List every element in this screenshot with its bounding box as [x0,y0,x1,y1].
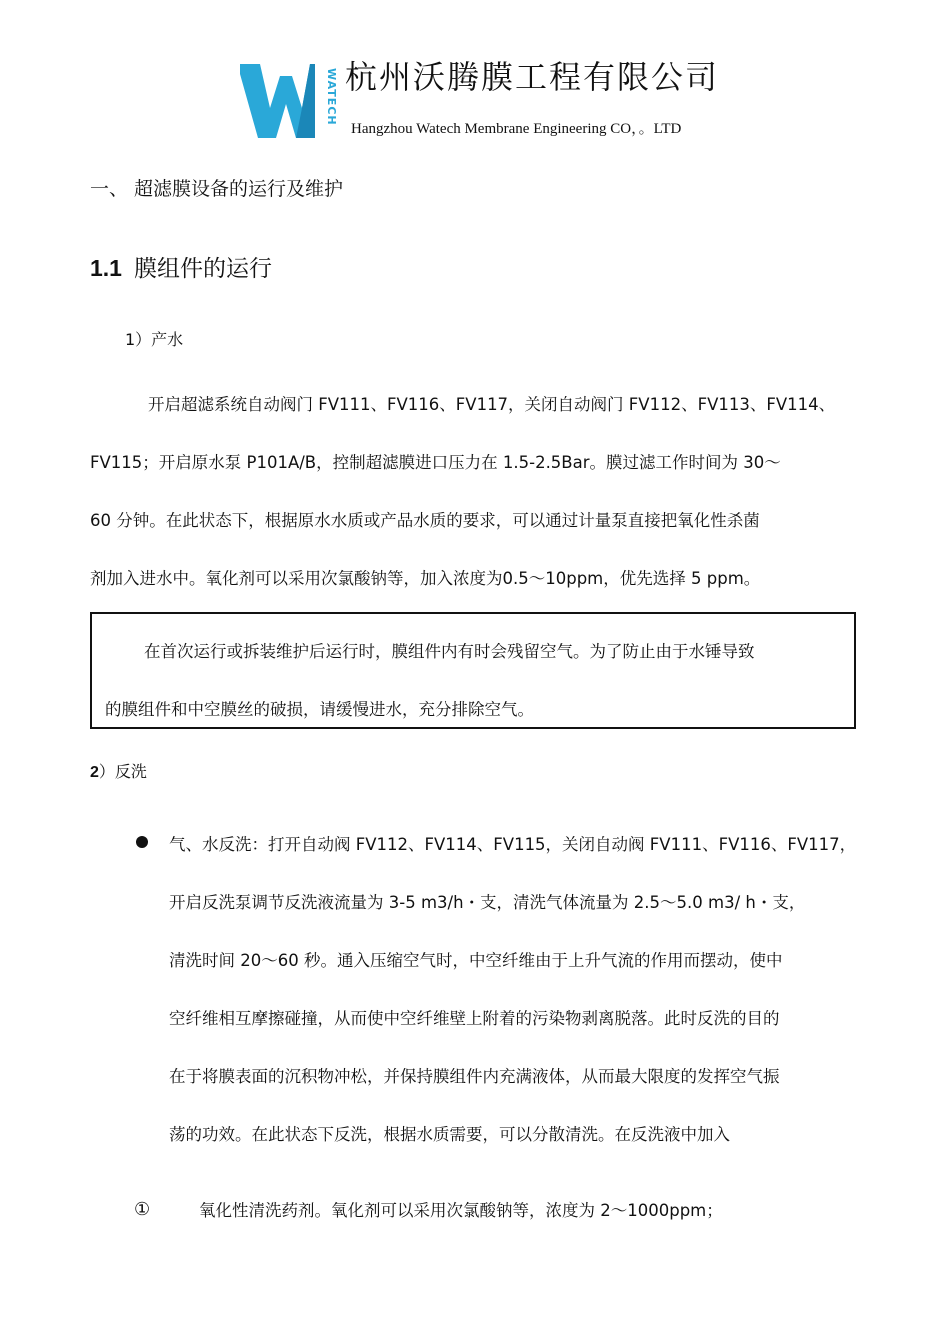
backwash-heading-number: 2 [90,764,99,781]
subsection-title [90,250,272,283]
company-name-en: Hangzhou Watech Membrane Engineering CO，。LTD [351,121,682,137]
subsection-number: 1.1 [90,255,122,281]
section-title: 一、 超滤膜设备的运行及维护 [90,178,344,200]
bullet-line: 开启反洗泵调节反洗液流量为 3-5 m3/h・支，清洗气体流量为 2.5～5.0 m3/ h・支， [169,893,806,912]
bullet-line: 荡的功效。在此状态下反洗，根据水质需要，可以分散清洗。在反洗液中加入 [169,1125,730,1144]
logo-lettering: WATECH [325,68,338,126]
note-box [90,612,856,729]
watech-logo-icon [240,64,338,138]
paragraph-line: 剂加入进水中。氧化剂可以采用次氯酸钠等，加入浓度为0.5～10ppm，优先选择 5 ppm。 [90,569,761,588]
backwash-heading [90,759,147,782]
paragraph-line: FV115；开启原水泵 P101A/B，控制超滤膜进口压力在 1.5-2.5Bar。膜过滤工作时间为 30～ [90,453,781,472]
produce-water-heading: 1）产水 [125,330,184,349]
note-line: 在首次运行或拆装维护后运行时，膜组件内有时会残留空气。为了防止由于水锤导致 [144,642,755,661]
note-line: 的膜组件和中空膜丝的破损，请缓慢进水，充分排除空气。 [105,700,534,719]
company-name-cn: 杭州沃腾膜工程有限公司 [345,58,720,96]
list-marker-1: ① [134,1199,151,1220]
paragraph-line: 60 分钟。在此状态下，根据原水水质或产品水质的要求，可以通过计量泵直接把氧化性杀菌 [90,511,760,530]
subsection-label: 膜组件的运行 [133,256,272,282]
bullet-line: 气、水反洗：打开自动阀 FV112、FV114、FV115，关闭自动阀 FV111、FV116、FV117， [169,835,857,854]
paragraph-line: 开启超滤系统自动阀门 FV111、FV116、FV117，关闭自动阀门 FV112、FV113、FV114、 [148,395,836,414]
bullet-line: 清洗时间 20～60 秒。通入压缩空气时，中空纤维由于上升气流的作用而摆动，使中 [169,951,783,970]
list-item-1-text: 氧化性清洗药剂。氧化剂可以采用次氯酸钠等，浓度为 2～1000ppm； [199,1201,723,1220]
bullet-line: 在于将膜表面的沉积物冲松，并保持膜组件内充满液体，从而最大限度的发挥空气振 [169,1067,780,1086]
backwash-heading-label: ）反洗 [98,762,147,781]
bullet-icon [136,836,148,848]
bullet-line: 空纤维相互摩擦碰撞，从而使中空纤维壁上附着的污染物剥离脱落。此时反洗的目的 [169,1009,780,1028]
company-logo [240,64,338,138]
